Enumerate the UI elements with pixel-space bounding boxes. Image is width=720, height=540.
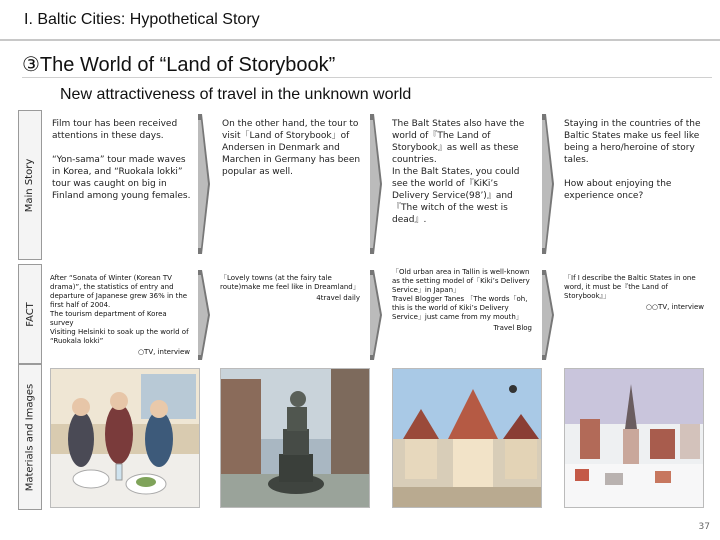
row-label-text: Main Story	[24, 158, 36, 212]
fact-text: 「Old urban area in Tallin is well-known as the setting model of「Kiki’s Delivery Service」in Japan」 Travel Blogger Tanes 「The words「oh, this is the world of Kiki’s Delivery Service」just came from my mouth」	[392, 268, 530, 321]
chevron-right-icon	[198, 270, 210, 360]
fact-text: After “Sonata of Winter (Korean TV drama)”, the statistics of entry and departure of Japanese grew 36% in the first half of 2004. The tourism department of Korea survey Visiting Helsinki to soak up the world of “Ruokala lokki”	[50, 274, 189, 345]
fact-block-2	[220, 274, 360, 303]
fact-text: 「Lovely towns (at the fairy tale route)make me feel like in Dreamland」	[220, 274, 360, 291]
header-divider	[0, 39, 720, 41]
story-text-3: The Balt States also have the world of『The Land of Storybook』as well as these countries. In the Balt States, you could see the world of『KiKi’s Delivery Service(98’)』and『The witch of the west is dead』.	[392, 119, 525, 225]
row-label-fact	[18, 264, 42, 364]
slide-tagline: New attractiveness of travel in the unknown world	[60, 86, 412, 103]
story-text-1: Film tour has been received attentions in these days. “Yon-sama” tour made waves in Korea, and “Ruokala lokki” tour was caught on big in Finland among young females.	[52, 119, 191, 201]
fact-block-4	[564, 274, 704, 312]
slide-subtitle: ③The World of “Land of Storybook”	[22, 54, 336, 76]
chevron-right-icon	[198, 114, 210, 254]
slide-section-title: I. Baltic Cities: Hypothetical Story	[24, 11, 260, 28]
row-label-text: FACT	[24, 301, 36, 327]
photo-bremen-musicians-statue	[220, 368, 370, 508]
story-text-2: On the other hand, the tour to visit「Land of Storybook」of Andersen in Denmark and Marchen in Germany has been popular as well.	[222, 119, 361, 177]
fact-source: 4travel daily	[316, 294, 360, 302]
photo-tallinn-old-town	[392, 368, 542, 508]
fact-source: ○TV, interview	[137, 348, 190, 356]
chevron-right-icon	[370, 114, 382, 254]
chevron-right-icon	[370, 270, 382, 360]
chevron-right-icon	[542, 270, 554, 360]
fact-source: ○○TV, interview	[645, 303, 704, 311]
chevron-right-icon	[542, 114, 554, 254]
page-number: 37	[698, 522, 710, 532]
subtitle-divider	[22, 77, 712, 78]
fact-text: 「If I describe the Baltic States in one word, it must be『the Land of Storybook』」	[564, 274, 696, 300]
photo-dining-scene	[50, 368, 200, 508]
row-label-text: Materials and Images	[24, 383, 36, 491]
row-label-main-story	[18, 110, 42, 260]
slide-header	[0, 0, 720, 40]
story-text-4: Staying in the countries of the Baltic States make us feel like being a hero/heroine of story tales. How about enjoying the experience once?	[564, 119, 701, 201]
fact-block-3	[392, 268, 532, 333]
fact-source: Travel Blog	[493, 324, 532, 332]
photo-winter-city-panorama	[564, 368, 704, 508]
row-label-materials	[18, 364, 42, 510]
fact-block-1	[50, 274, 190, 357]
